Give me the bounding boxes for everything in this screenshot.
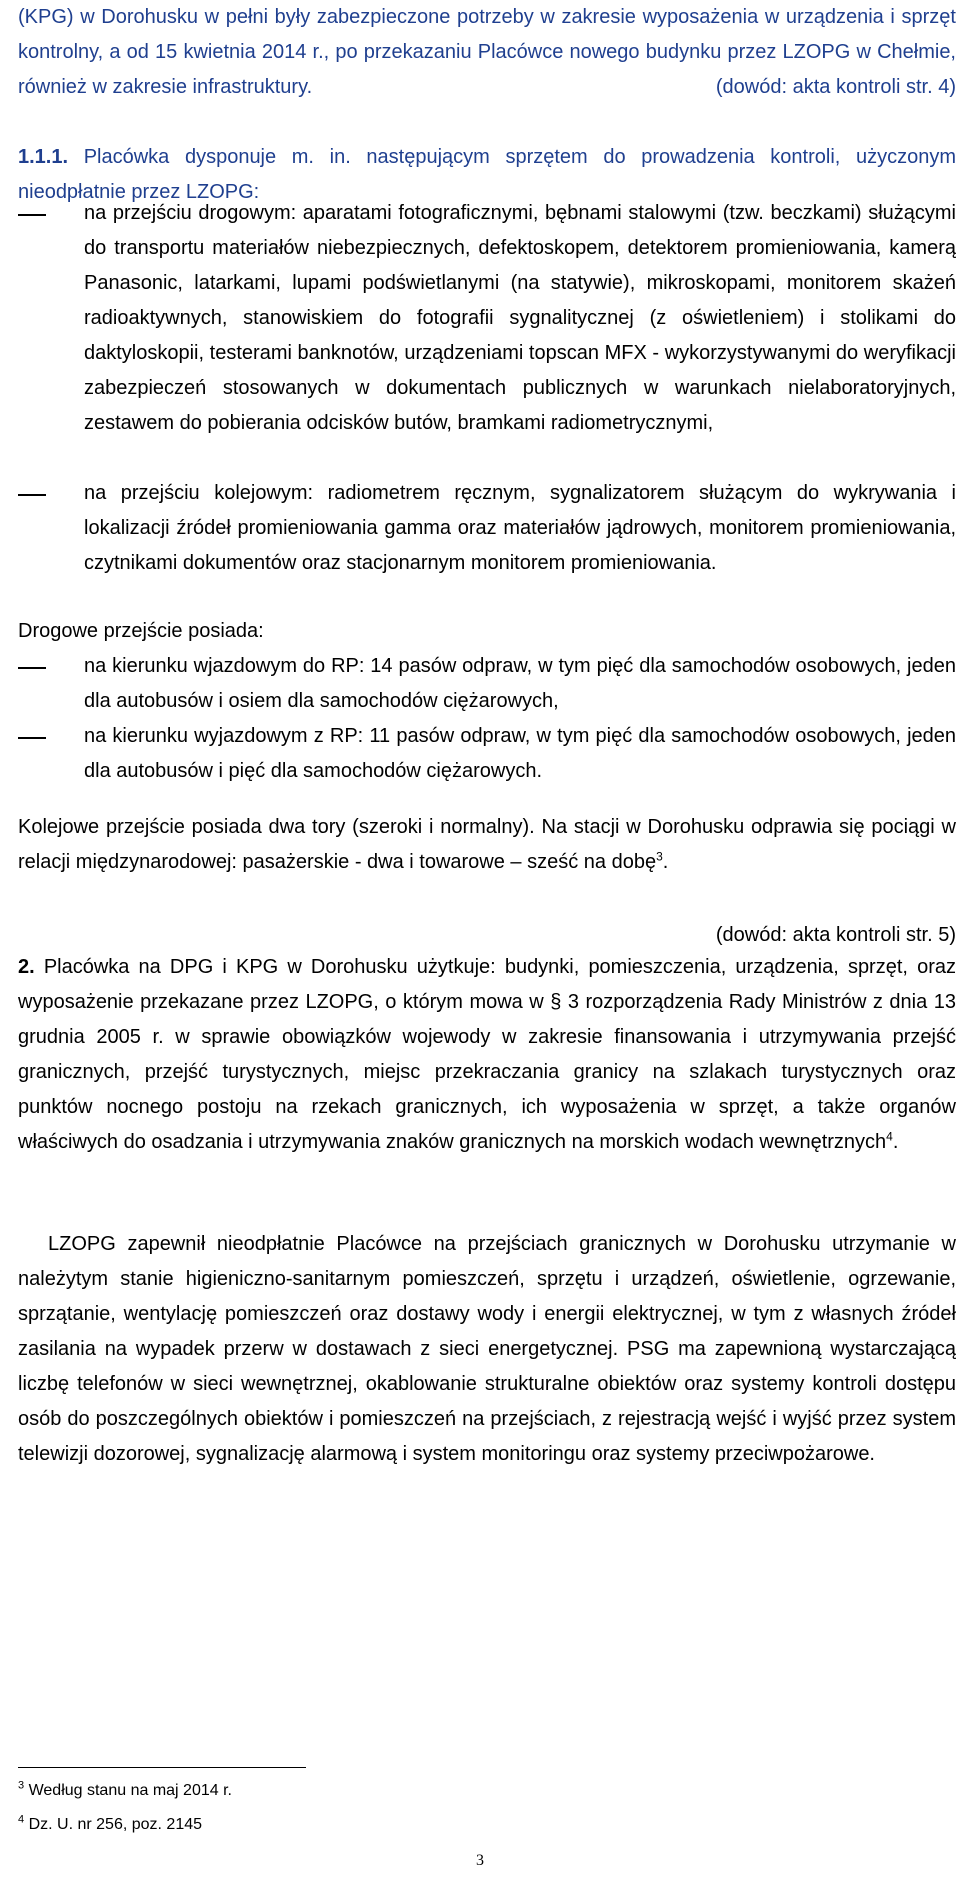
list-item-lanes-inbound [18, 649, 956, 719]
page-number: 3 [476, 1852, 484, 1869]
list-item-rail-equipment [18, 476, 956, 581]
lzopg-paragraph: LZOPG zapewnił nieodpłatnie Placówce na przejściach granicznych w Dorohusku utrzymanie w należytym stanie higieniczno-sanitarnym pomieszczeń, sprzętu i urządzeń, oświetlenie, ogrzewanie, sprzątanie, wentylację pomieszczeń oraz dostawy wody i energii elektrycznej, w tym z własnych źródeł zasilania na wypadek przerw w dostawach z sieci energetycznej. PSG ma zapewnioną wystarczającą liczbę telefonów w sieci wewnętrznej, okablowanie strukturalne obiektów oraz systemy kontroli dostępu osób do poszczególnych obiektów i pomieszczeń na przejściach, z rejestracją wejść i wyjść przez system telewizji dozorowej, sygnalizację alarmową i system monitoringu oraz systemy przeciwpożarowe. [18, 1233, 956, 1465]
list-item-lanes-outbound [18, 719, 956, 789]
section-2-text: Placówka na DPG i KPG w Dorohusku użytkuje: budynki, pomieszczenia, urządzenia, sprzęt, oraz wyposażenie przekazane przez LZOPG, o którym mowa w § 3 rozporządzenia Rady Ministrów z dnia 13 grudnia 2005 r. w sprawie obowiązków wojewody w zakresie finansowania i utrzymywania przejść granicznych, przejść turystycznych, miejsc przekraczania granicy na szlakach turystycznych oraz punktów nocnego postoju na rzekach granicznych, ich wyposażenia w sprzęt, a także organów właściwych do osadzania i utrzymywania znaków granicznych na morskich wodach wewnętrznych [18, 956, 956, 1153]
road-crossing-heading: Drogowe przejście posiada: [18, 620, 264, 642]
intro-paragraph: (KPG) w Dorohusku w pełni były zabezpieczone potrzeby w zakresie wyposażenia w urządzenia i sprzęt kontrolny, a od 15 kwietnia 2014 r., po przekazaniu Placówce nowego budynku przez LZOPG w Chełmie, również w zakresie infrastruktury. [18, 6, 956, 98]
evidence-reference-5: (dowód: akta kontroli str. 5) [715, 924, 956, 946]
section-111-text: Placówka dysponuje m. in. następującym sprzętem do prowadzenia kontroli, użyczonym nieodpłatnie przez LZOPG: [18, 146, 957, 203]
footnote-4 [18, 1814, 202, 1836]
rail-crossing-paragraph [18, 810, 956, 880]
footnote-separator [18, 1767, 306, 1768]
footnote-3 [18, 1780, 232, 1802]
list-item-text: na kierunku wjazdowym do RP: 14 pasów odpraw, w tym pięć dla samochodów osobowych, jeden dla autobusów i osiem dla samochodów ciężarowych, [84, 655, 956, 712]
section-2-number: 2. [18, 956, 35, 978]
list-item-text: na kierunku wyjazdowym z RP: 11 pasów odpraw, w tym pięć dla samochodów osobowych, jeden dla autobusów i pięć dla samochodów ciężarowych. [84, 725, 956, 782]
rail-crossing-text: Kolejowe przejście posiada dwa tory (szeroki i normalny). Na stacji w Dorohusku odprawia się pociągi w relacji międzynarodowej: pasażerskie - dwa i towarowe – sześć na dobę [18, 816, 956, 873]
footnote-number: 4 [18, 1813, 25, 1826]
section-111-number: 1.1.1. [18, 146, 69, 168]
footnote-ref-4: 4 [886, 1129, 893, 1144]
list-item-road-equipment [18, 196, 956, 441]
evidence-reference-4: (dowód: akta kontroli str. 4) [715, 76, 956, 98]
list-item-text: na przejściu kolejowym: radiometrem ręcznym, sygnalizatorem służącym do wykrywania i lokalizacji źródeł promieniowania gamma oraz materiałów jądrowych, monitorem promieniowania, czytnikami dokumentów oraz stacjonarnym monitorem promieniowania. [84, 482, 956, 574]
section-2-paragraph [18, 950, 956, 1160]
footnote-number: 3 [18, 1779, 25, 1792]
footnote-text: Dz. U. nr 256, poz. 2145 [28, 1816, 203, 1833]
footnote-text: Według stanu na maj 2014 r. [28, 1782, 232, 1799]
footnote-ref-3: 3 [656, 849, 663, 864]
sentence-end: . [892, 1131, 899, 1153]
sentence-end: . [662, 851, 669, 873]
list-item-text: na przejściu drogowym: aparatami fotograficznymi, bębnami stalowymi (tzw. beczkami) służącymi do transportu materiałów niebezpiecznych, defektoskopem, detektorem promieniowania, kamerą Panasonic, latarkami, lupami podświetlanymi (na statywie), mikroskopami, monitorem skażeń radioaktywnych, stanowiskiem do fotografii sygnalitycznej (z oświetleniem) i stolikami do daktyloskopii, testerami banknotów, urządzeniami topscan MFX - wykorzystywanymi do weryfikacji zabezpieczeń stosowanych w dokumentach publicznych w warunkach nielaboratoryjnych, zestawem do pobierania odcisków butów, bramkami radiometrycznymi, [84, 202, 956, 434]
